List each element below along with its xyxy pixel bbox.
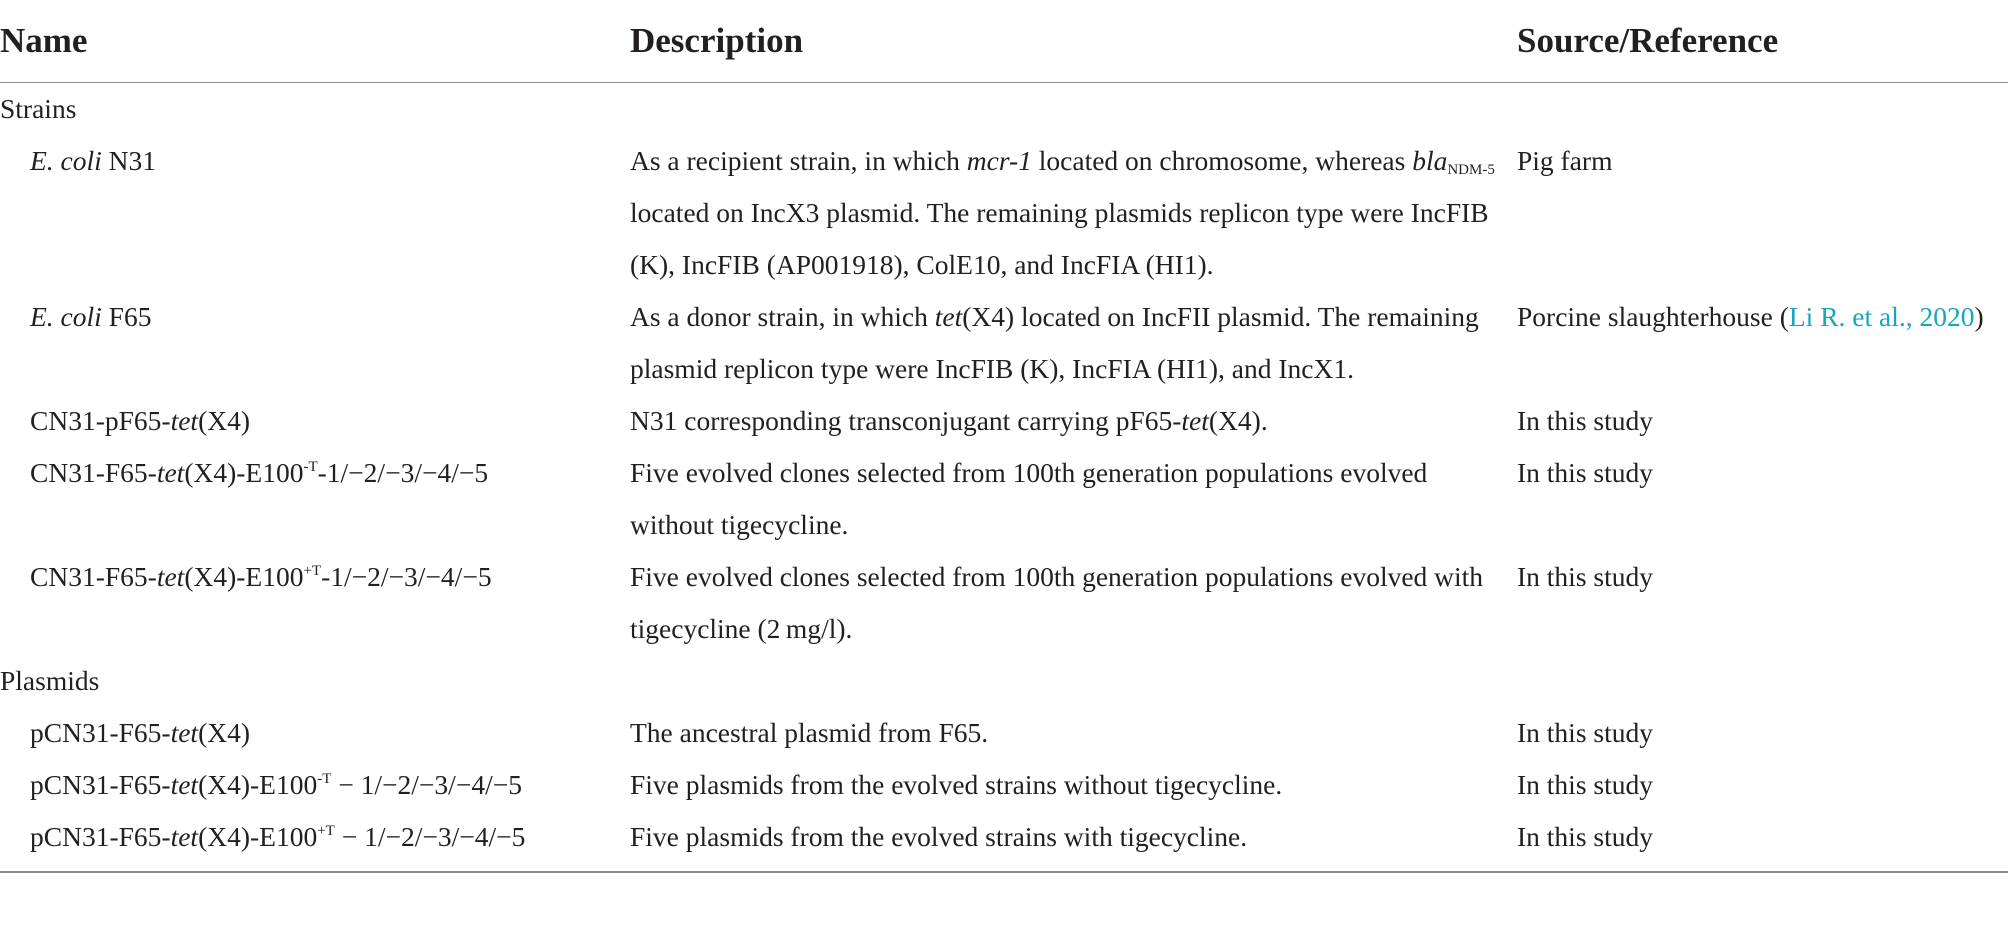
table-row [0,447,2008,551]
name-italic: E. coli [30,145,102,176]
name-superscript: +T [317,823,335,839]
desc-text: As a donor strain, in which [630,301,935,332]
name-text: CN31-pF65- [30,405,171,436]
name-text: -1/−2/−3/−4/−5 [321,561,492,592]
name-text: − 1/−2/−3/−4/−5 [331,769,522,800]
row-name [0,395,630,447]
row-source: In this study [1517,457,1653,488]
row-description: The ancestral plasmid from F65. [630,717,989,748]
desc-text: located on chromosome, whereas [1031,145,1413,176]
row-name [0,291,630,395]
table-row [0,135,2008,291]
name-text: N31 [101,145,157,176]
section-row-strains [0,83,2008,136]
name-text: CN31-F65- [30,561,157,592]
name-italic: E. coli [30,301,102,332]
name-text: (X4) [198,405,250,436]
name-italic: tet [170,717,199,748]
name-text: pCN31-F65- [30,769,171,800]
row-name [0,551,630,655]
table-row [0,551,2008,655]
section-label: Plasmids [0,665,100,696]
row-description [630,135,1517,291]
row-source: Pig farm [1517,145,1613,176]
name-superscript: -T [317,771,332,787]
name-text: − 1/−2/−3/−4/−5 [334,821,526,852]
row-name [0,811,630,872]
table-row [0,291,2008,395]
name-text: F65 [101,301,152,332]
section-label: Strains [0,93,77,124]
row-name [0,447,630,551]
header-description: Description [630,0,1517,83]
row-name [0,707,630,759]
desc-text: located on IncX3 plasmid. The remaining plasmids replicon type were IncFIB (K), IncFIB (AP001918), ColE10, and IncFIA (HI1). [630,197,1489,280]
name-text: pCN31-F65- [30,821,171,852]
name-italic: tet [156,561,185,592]
name-text: (X4)-E100 [184,457,304,488]
name-superscript: -T [303,459,318,475]
desc-italic: tet [1181,405,1209,436]
table-row [0,395,2008,447]
header-source: Source/Reference [1517,0,2008,83]
name-text: (X4)-E100 [198,769,318,800]
row-description: Five plasmids from the evolved strains without tigecycline. [630,769,1283,800]
row-source [1517,291,2008,395]
row-description: Five plasmids from the evolved strains with tigecycline. [630,811,1517,872]
desc-text: As a recipient strain, in which [630,145,967,176]
row-source: In this study [1517,811,2008,872]
source-text: ) [1974,301,1984,332]
name-text: (X4)-E100 [184,561,304,592]
name-superscript: +T [303,563,322,579]
row-source: In this study [1517,561,1653,592]
name-text: pCN31-F65- [30,717,171,748]
section-row-plasmids [0,655,2008,707]
table-row [0,811,2008,872]
name-text: -1/−2/−3/−4/−5 [317,457,489,488]
row-description [630,395,1517,447]
table-row [0,759,2008,811]
row-name [0,135,630,291]
name-italic: tet [170,405,199,436]
source-text: Porcine slaughterhouse ( [1517,301,1789,332]
name-text: (X4)-E100 [198,821,318,852]
name-italic: tet [156,457,185,488]
header-row [0,0,2008,83]
name-text: (X4) [198,717,250,748]
desc-italic: mcr-1 [966,145,1032,176]
desc-text: (X4) located on IncFII plasmid. The remaining plasmid replicon type were IncFIB (K), IncFIA (HI1), and IncX1. [630,301,1479,384]
name-italic: tet [170,821,199,852]
row-source: In this study [1517,405,1653,436]
name-italic: tet [170,769,199,800]
row-name [0,759,630,811]
row-description: Five evolved clones selected from 100th generation populations evolved without tigecycline. [630,457,1428,540]
name-text: CN31-F65- [30,457,157,488]
row-description: Five evolved clones selected from 100th generation populations evolved with tigecycline (2 mg/l). [630,561,1484,644]
header-name: Name [0,0,630,83]
row-source: In this study [1517,717,1653,748]
desc-italic: tet [934,301,963,332]
desc-text: N31 corresponding transconjugant carrying pF65- [630,405,1182,436]
row-source: In this study [1517,769,1653,800]
desc-text: (X4). [1208,405,1268,436]
row-description [630,291,1517,395]
desc-subscript: NDM-5 [1447,162,1495,178]
desc-italic: bla [1412,145,1448,176]
reference-link[interactable]: Li R. et al., 2020 [1788,301,1975,332]
table-row [0,707,2008,759]
